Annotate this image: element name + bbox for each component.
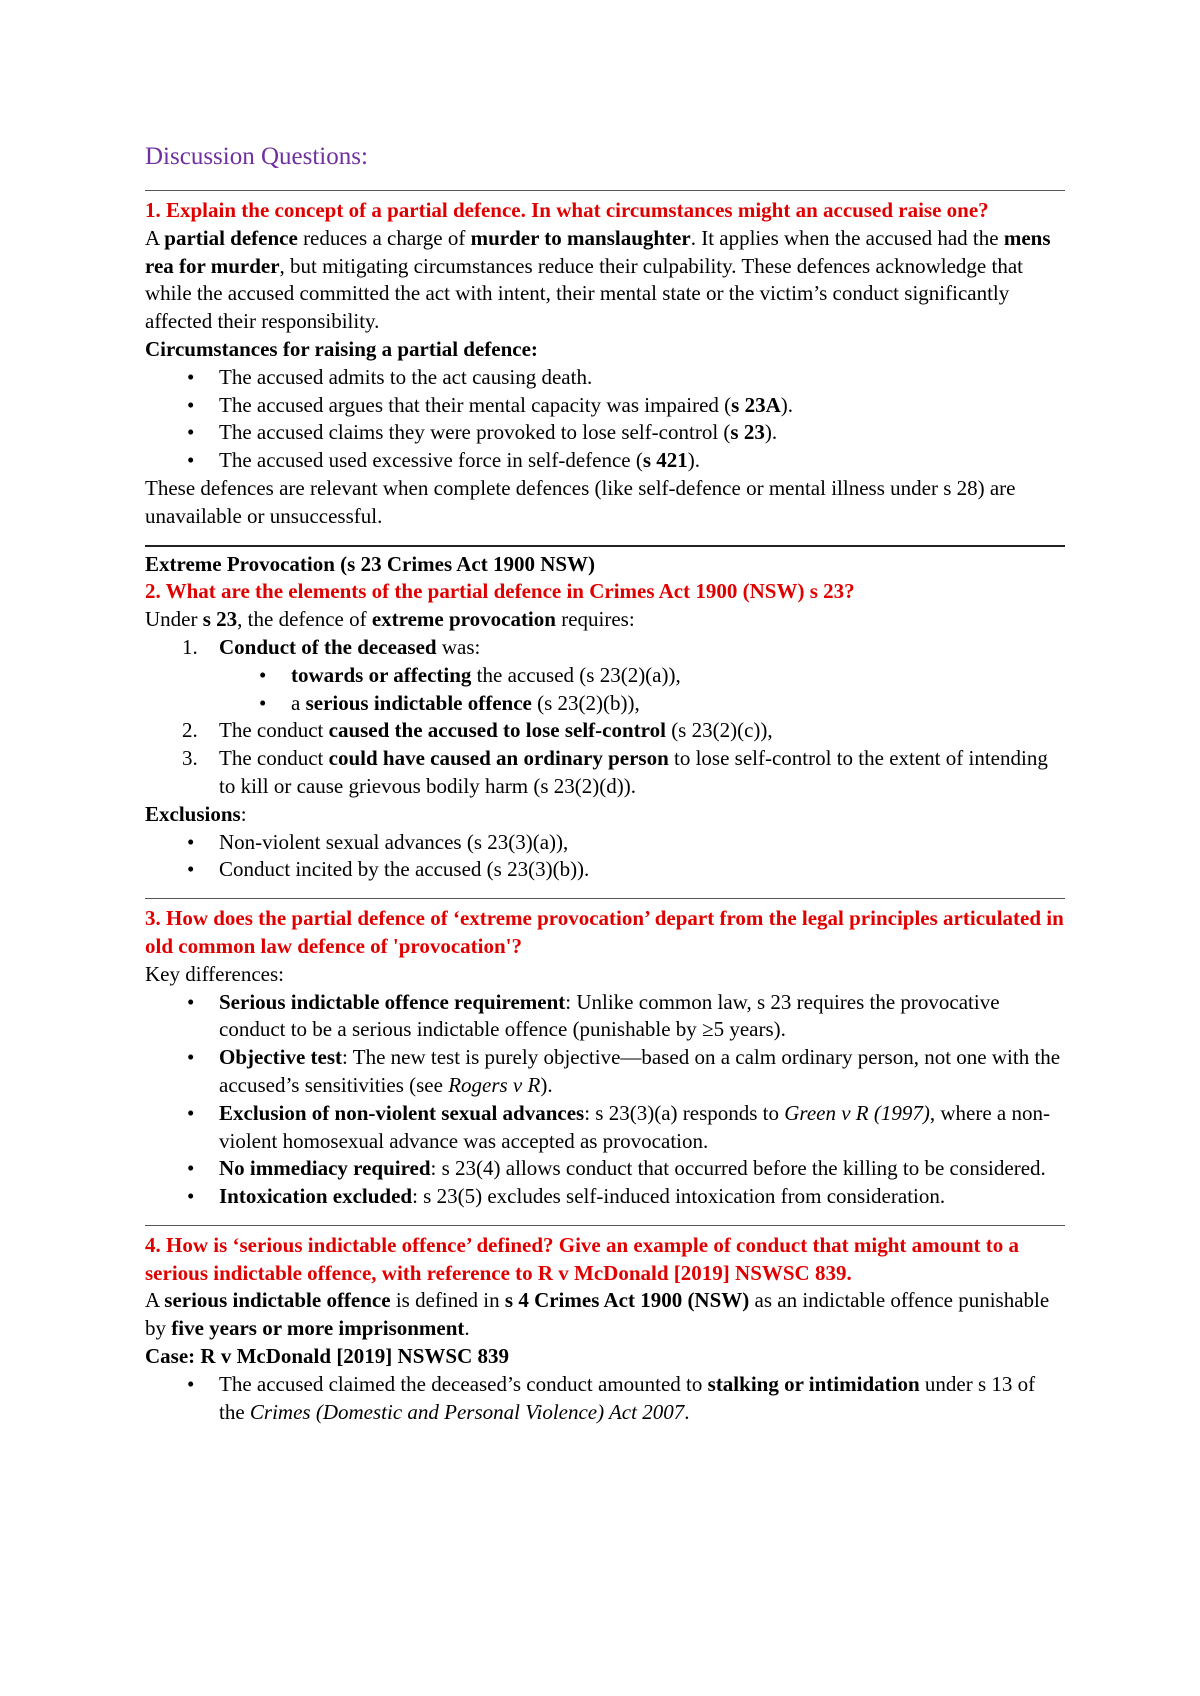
q1-bullet-list: [145, 364, 1065, 475]
list-item: [145, 690, 1065, 718]
text: requires:: [555, 607, 635, 632]
text: ).: [687, 448, 701, 473]
q4-bullet-list: [145, 1371, 1065, 1427]
q1-paragraph: [145, 225, 1065, 336]
text: : s 23(3)(a) responds to: [584, 1100, 785, 1125]
question-1-heading: 1. Explain the concept of a partial defence. In what circumstances might an accused raise one?: [145, 198, 989, 222]
question-3-heading: 3. How does the partial defence of ‘extreme provocation’ depart from the legal principles articulated in old common law defence of 'provocation'?: [145, 906, 1064, 958]
bold-term: caused the accused to lose self-control: [328, 718, 666, 743]
q2-intro: [145, 606, 1065, 634]
list-item: [145, 1183, 1065, 1211]
text: reduces a charge of: [297, 225, 471, 250]
text: A: [145, 1288, 165, 1313]
list-item: [145, 1155, 1065, 1183]
text: : Unlike common law, s 23 requires the provocative conduct to be a serious indictable offence (punishable by ≥5 years).: [219, 989, 1000, 1042]
divider: [145, 1225, 1065, 1226]
bold-term: Exclusion of non-violent sexual advances: [219, 1100, 585, 1125]
q1-subheading: [145, 336, 1065, 364]
case-heading-text: Case: R v McDonald [2019] NSWSC 839: [145, 1344, 509, 1369]
list-item: [145, 364, 1065, 392]
bold-term: serious indictable offence: [305, 690, 532, 715]
list-item: [145, 1044, 1065, 1100]
divider: [145, 545, 1065, 547]
exclusions-label: [145, 801, 1065, 829]
list-item: [145, 717, 1065, 745]
question-4-heading: 4. How is ‘serious indictable offence’ defined? Give an example of conduct that might amount to a serious indictable offence, with reference to R v McDonald [2019] NSWSC 839.: [145, 1232, 1019, 1285]
question-2-heading: 2. What are the elements of the partial defence in Crimes Act 1900 (NSW) s 23?: [145, 579, 855, 604]
text: ).: [780, 392, 793, 417]
question-1-section: [145, 197, 1065, 531]
text: ).: [540, 1072, 553, 1097]
list-item: [145, 419, 1065, 447]
bold-term: extreme provocation: [371, 607, 556, 632]
page-title: Discussion Questions:: [145, 143, 368, 170]
text: a: [291, 690, 306, 715]
text: is defined in: [390, 1288, 505, 1313]
list-item: [145, 745, 1065, 801]
text: :: [240, 801, 247, 826]
bold-term: murder to manslaughter: [470, 225, 691, 250]
text: ).: [764, 420, 778, 445]
text: to lose self-control to the extent of intending to kill or cause grievous bodily harm (s 23(2)(d)).: [219, 746, 1048, 798]
list-item: [145, 989, 1065, 1045]
case-citation: Rogers v R: [448, 1072, 541, 1097]
q2-numbered-list: [145, 634, 1065, 801]
text: The accused used excessive force in self-defence (: [219, 448, 643, 473]
subheading-text: Circumstances for raising a partial defence:: [145, 336, 538, 361]
text: , but mitigating circumstances reduce their culpability. These defences acknowledge that while the accused committed the act with intent, their mental state or the victim’s conduct significantly affected their responsibility.: [145, 253, 1023, 334]
list-number: 2.: [182, 718, 198, 743]
bold-term: Serious indictable offence requirement: [219, 989, 566, 1014]
bold-term: mens rea for murder: [145, 225, 1051, 278]
text: (s 23(2)(c)),: [665, 718, 773, 743]
bold-term: Intoxication excluded: [219, 1184, 413, 1209]
q3-bullet-list: [145, 989, 1065, 1211]
q4-paragraph: [145, 1287, 1065, 1343]
list-item: [145, 392, 1065, 420]
bold-term: s 23A: [731, 392, 781, 417]
text: The accused claimed the deceased’s conduct amounted to: [219, 1371, 708, 1396]
text: The accused argues that their mental capacity was impaired (: [219, 392, 732, 417]
text: , the defence of: [237, 607, 372, 632]
bold-term: partial defence: [164, 225, 298, 250]
act-citation: Crimes (Domestic and Personal Violence) Act 2007: [249, 1399, 685, 1424]
divider: [145, 190, 1065, 191]
section-heading: [145, 551, 1065, 579]
list-item: [145, 1100, 1065, 1156]
text: was:: [436, 634, 481, 659]
text: as an indictable offence punishable by: [145, 1288, 1050, 1341]
bold-term: stalking or intimidation: [707, 1371, 920, 1396]
bold-term: towards or affecting: [291, 662, 472, 687]
text: .: [464, 1316, 470, 1341]
bold-term: serious indictable offence: [164, 1288, 391, 1313]
question-4-section: [145, 1232, 1065, 1427]
bold-term: No immediacy required: [219, 1156, 431, 1181]
list-item: • Non-violent sexual advances (s 23(3)(a)),: [145, 829, 1065, 857]
document-page: [145, 140, 1065, 1426]
bold-term: s 421: [642, 448, 688, 473]
list-number: 1.: [182, 634, 198, 659]
list-number: 3.: [182, 746, 198, 771]
list-item: • Conduct incited by the accused (s 23(3)(b)).: [145, 856, 1065, 884]
list-item: [145, 662, 1065, 690]
list-item: [145, 634, 1065, 717]
exclusions-list: [145, 829, 1065, 885]
text: : The new test is purely objective—based on a calm ordinary person, not one with the accused’s sensitivities (see: [219, 1045, 1061, 1097]
bold-term: s 4 Crimes Act 1900 (NSW): [504, 1288, 750, 1313]
text: under s 13 of the: [219, 1371, 1036, 1424]
q1-closing: These defences are relevant when complete defences (like self-defence or mental illness under s 28) are unavailable or unsuccessful.: [145, 475, 1016, 528]
bold-term: s 23: [730, 420, 765, 445]
q2-sub-list: [145, 662, 1065, 718]
question-2-section: [145, 551, 1065, 885]
bold-term: Objective test: [219, 1045, 343, 1070]
text: The accused admits to the act causing death.: [219, 364, 593, 389]
text: .: [684, 1399, 690, 1424]
text: A: [145, 225, 165, 250]
text: : s 23(4) allows conduct that occurred before the killing to be considered.: [430, 1156, 1046, 1181]
text: . It applies when the accused had the: [690, 225, 1004, 250]
text: (s 23(2)(b)),: [531, 690, 640, 715]
divider: [145, 898, 1065, 899]
bold-term: s 23: [202, 607, 238, 632]
bold-term: Exclusions: [145, 801, 241, 826]
text: The accused claims they were provoked to lose self-control (: [219, 420, 731, 445]
bold-term: Conduct of the deceased: [219, 634, 437, 659]
q3-intro: Key differences:: [145, 961, 284, 986]
question-3-section: [145, 905, 1065, 1211]
bold-term: five years or more imprisonment: [171, 1316, 465, 1341]
text: The conduct: [219, 746, 329, 771]
list-item: [145, 1371, 1065, 1427]
case-citation: Green v R (1997): [784, 1100, 930, 1125]
list-item: [145, 447, 1065, 475]
case-heading: [145, 1343, 1065, 1371]
section-heading-text: Extreme Provocation (s 23 Crimes Act 1900 NSW): [145, 551, 596, 576]
text: : s 23(5) excludes self-induced intoxication from consideration.: [412, 1184, 946, 1209]
bold-term: could have caused an ordinary person: [328, 746, 669, 771]
text: Under: [145, 607, 203, 632]
text: the accused (s 23(2)(a)),: [471, 662, 681, 687]
text: The conduct: [219, 718, 329, 743]
text: , where a non-violent homosexual advance was accepted as provocation.: [219, 1100, 1050, 1153]
